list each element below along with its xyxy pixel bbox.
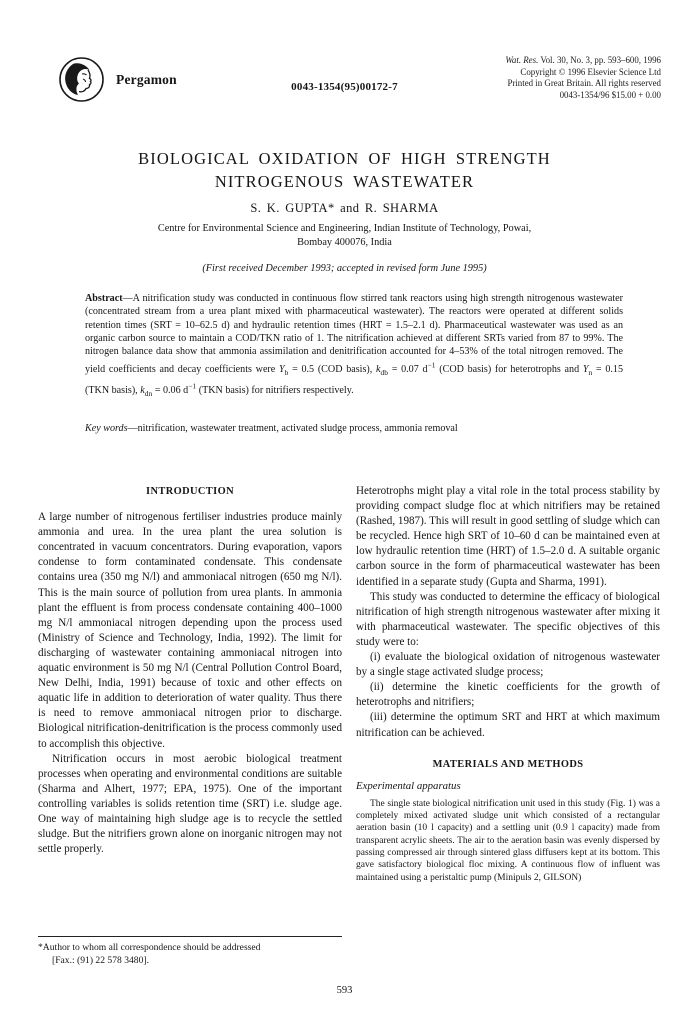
body-columns xyxy=(38,484,660,884)
section-heading-materials-methods: MATERIALS AND METHODS xyxy=(432,758,584,770)
article-title xyxy=(0,147,689,193)
affiliation-line1: Centre for Environmental Science and Engineering, Indian Institute of Technology, Powai, xyxy=(157,223,532,234)
journal-info-block xyxy=(505,55,661,102)
received-line: (First received December 1993; accepted in revised form June 1995) xyxy=(202,263,487,274)
publisher-name: Pergamon xyxy=(116,71,177,87)
objective-item-3: (iii) determine the optimum SRT and HRT at which maximum nitrification can be achieved. xyxy=(356,711,660,739)
footnote-line2: [Fax.: (91) 22 578 3480]. xyxy=(52,954,149,966)
journal-name: Wat. Res. xyxy=(505,55,539,65)
copyright-line: Copyright © 1996 Elsevier Science Ltd xyxy=(520,66,661,77)
objective-item-2: (ii) determine the kinetic coefficients for the growth of heterotrophs and nitrifiers; xyxy=(356,681,660,709)
subsection-heading-experimental-apparatus: Experimental apparatus xyxy=(356,779,461,792)
journal-header xyxy=(0,54,689,118)
pergamon-logo-icon xyxy=(58,56,105,103)
authors-line: S. K. GUPTA* and R. SHARMA xyxy=(250,201,439,215)
keywords-text: —nitrification, wastewater treatment, activated sludge process, ammonia removal xyxy=(127,423,458,434)
journal-ref-line xyxy=(505,55,661,67)
right-paragraph-2: This study was conducted to determine the efficacy of biological nitrification of high strength nitrogenous wastewater after mixing it with pharmaceutical wastewater. The specific objectives of this study were to: xyxy=(356,590,660,648)
objective-item-1: (i) evaluate the biological oxidation of nitrogenous wastewater by a single stage activated sludge process; xyxy=(356,651,660,679)
author-footnote xyxy=(38,936,342,967)
affiliation-line2: Bombay 400076, India xyxy=(297,236,392,248)
footnote-line1: *Author to whom all correspondence should be addressed xyxy=(38,942,261,953)
right-column xyxy=(356,484,660,884)
intro-paragraph-2: Nitrification occurs in most aerobic biological treatment processes when operating and environmental conditions are suitable (Sharma and Alhert, 1977; EPA, 1975). One of the important controlling variables is solids retention time (SRT) i.e. sludge age. One way of maintaining high sludge age is to recycle the settled sludge. But the nitrifiers grown alone on inorganic nitrogen may not settle properly. xyxy=(38,752,342,856)
publisher-block xyxy=(58,56,177,103)
section-heading-introduction: INTRODUCTION xyxy=(146,486,234,497)
article-title-line1: BIOLOGICAL OXIDATION OF HIGH STRENGTH xyxy=(138,149,551,168)
intro-paragraph-1: A large number of nitrogenous fertiliser industries produce mainly ammonia and urea. In the urea plant the urea solution is concentrated in vacuum concentrators. During evaporation, vapors condense to form contaminated condensate. This condensate contains urea (350 mg N/l) and ammoniacal nitrogen (650 mg N/l). This is the main source of pollution from urea plants. In ammonia plant the effluent is from process condensate containing 400–1000 mg N/l ammoniacal nitrogen depending upon the process used (Ministry of Science and Technology, India, 1992). The limit for discharging of wastewater containing ammoniacal nitrogen into aquatic environment is 50 mg N/l (Central Pollution Control Board, New Delhi, India, 1991) because of toxic and other effects on aquatic life in addition to deterioration of water quality. Thus there is need to remove ammoniacal nitrogen prior to discharge. Biological nitrification-denitrification is the process commonly used to accomplish this objective. xyxy=(38,511,342,750)
journal-ref-rest: Vol. 30, No. 3, pp. 593–600, 1996 xyxy=(538,55,661,65)
left-column xyxy=(38,484,342,884)
price-line: 0043-1354/96 $15.00 + 0.00 xyxy=(559,90,661,101)
abstract xyxy=(85,292,623,400)
right-paragraph-1: Heterotrophs might play a vital role in the total process stability by providing compact sludge floc at which nitrifiers may be retained (Rashed, 1987). This will result in good settling of sludge which can be recycled. Hence high SRT of 10–60 d can be maintained even at low hydraulic retention time (HRT) of 1.5–2.0 d. A suitable organic carbon source in the form of pharmaceutical wastewater has been identified in a separate study (Gupta and Sharma, 1991). xyxy=(356,485,660,588)
article-code: 0043-1354(95)00172-7 xyxy=(291,81,398,93)
keywords-label: Key words xyxy=(85,423,128,434)
methods-paragraph-1: The single state biological nitrification unit used in this study (Fig. 1) was a completely mixed activated sludge unit which consisted of a rectangular aeration basin (10 l capacity) and a settling unit (0.9 l capacity) made from transparent acrylic sheets. The air to the aeration basin was evenly dispersed by passing compressed air through sintered glass diffusers kept at its bottom. This gave satisfactory biological floc mixing. A continuous flow of influent was maintained using a peristaltic pump (Minipuls 2, GILSON) xyxy=(356,798,660,883)
abstract-text: —A nitrification study was conducted in continuous flow stirred tank reactors using high strength nitrogenous wastewater (concentrated stream from a urea plant mixed with pharmaceutical wastewater). The reactors were operated at different solids retention times (SRT = 10–62.5 d) and hydraulic retention times (HRT = 1.5–2.1 d). Pharmaceutical wastewater was used as an organic carbon source to maintain a COD/TKN ratio of 1. The nitrification achieved at different SRTs varied from 87 to 99%. The nitrogen balance data show that ammonia assimilation and denitrification accounted for 4–53% of the total nitrogen removed. The yield coefficients and decay coefficients were $Y_b = 0.5$ (COD basis), $k_{db} = 0.07$ $d^{-1}$ (COD basis) for heterotrophs and $Y_n = 0.15$ (TKN basis), $k_{dn} = 0.06$ $d^{-1}$ (TKN basis) for nitrifiers respectively. xyxy=(85,293,624,398)
affiliation xyxy=(0,222,689,249)
article-title-line2: NITROGENOUS WASTEWATER xyxy=(214,172,475,191)
abstract-label: Abstract xyxy=(85,293,123,304)
keywords-line xyxy=(85,423,623,434)
printed-line: Printed in Great Britain. All rights reserved xyxy=(507,78,661,89)
page-number: 593 xyxy=(336,985,353,996)
